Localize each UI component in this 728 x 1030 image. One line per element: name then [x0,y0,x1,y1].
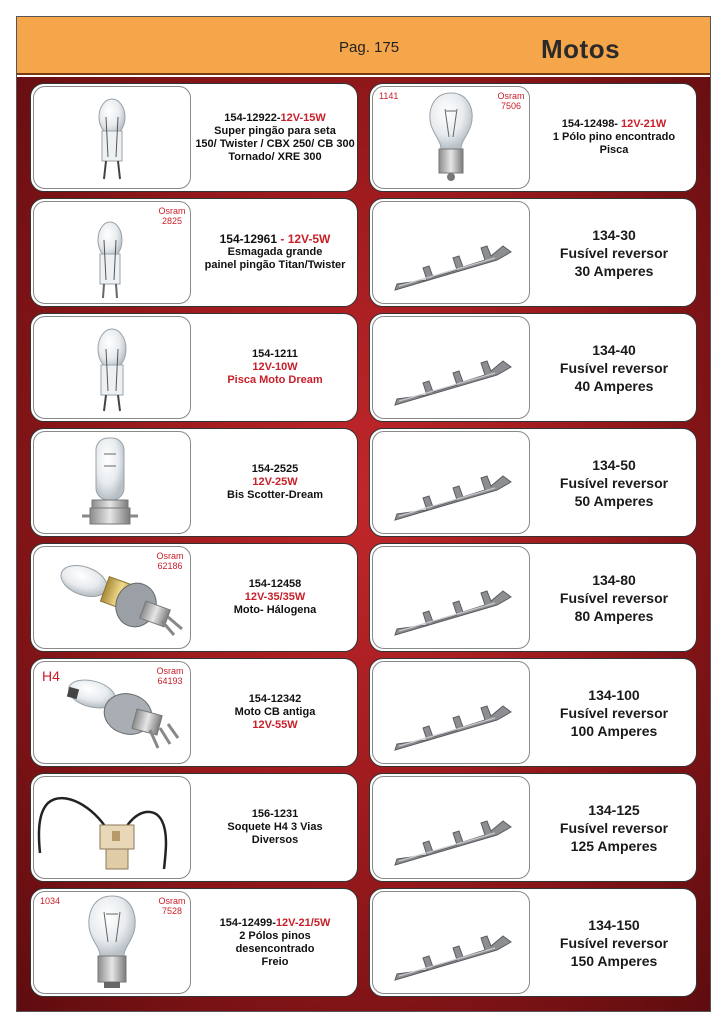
product-desc: Fusível reversor [559,244,669,261]
h4-bulb-icon [34,662,190,763]
product-desc: Pisca [599,144,629,156]
product-code: 134-125 [588,801,640,818]
product-card [369,658,697,767]
product-code: 154-12342 [248,693,302,705]
product-code: 134-50 [592,456,636,473]
product-card [30,198,358,307]
product-desc: Tornado/ XRE 300 [228,150,322,163]
halogen-capsule-icon [34,432,190,533]
product-image [372,86,530,189]
product-text [532,544,696,651]
product-card [30,428,358,537]
product-code: 154-12961 [219,232,281,246]
h4-socket-icon [34,777,190,878]
product-text [532,314,696,421]
product-card [369,888,697,997]
product-code: 154-12499- [219,916,276,929]
product-desc: Fusível reversor [559,589,669,606]
product-image [33,776,191,879]
product-card [369,83,697,192]
product-code: 154-12498- [561,118,622,130]
product-spec: 12V-25W [252,476,298,488]
product-text [193,544,357,651]
product-text [532,199,696,306]
bulb-type-label: H4 [42,668,60,684]
product-desc: Fusível reversor [559,359,669,376]
product-card [30,658,358,767]
product-code: 154-12922- [224,111,281,124]
product-amps: 50 Amperes [574,492,654,509]
product-text [193,429,357,536]
halogen-bulb-icon [34,547,190,648]
catalog-page [16,16,711,1012]
product-image [372,661,530,764]
fuse-reversor-icon [373,317,529,418]
product-desc: 150/ Twister / CBX 250/ CB 300 [195,137,355,150]
product-image [33,891,191,994]
fuse-reversor-icon [373,547,529,648]
product-desc: 2 Pólos pinos [239,929,311,942]
product-image [33,661,191,764]
product-text [532,889,696,996]
product-spec: 12V-21/5W [275,916,331,929]
product-desc: Moto- Hálogena [233,604,317,616]
product-desc: painel pingão Titan/Twister [204,259,346,271]
product-spec: - 12V-5W [280,232,331,246]
product-code: 134-30 [592,226,636,243]
product-amps: 40 Amperes [574,377,654,394]
product-amps: 30 Amperes [574,262,654,279]
page-number: Pag. 175 [339,39,400,56]
wedge-bulb-icon [34,317,190,418]
product-code: 134-100 [588,686,640,703]
brand-label: Osram [156,666,184,676]
brand-label: Osram [156,551,184,561]
catalog-panel [17,77,710,1011]
product-card [369,198,697,307]
product-spec: 12V-35/35W [244,591,306,603]
product-text [193,659,357,766]
brand-label: Osram [158,896,186,906]
product-image [33,431,191,534]
product-desc: 1 Pólo pino encontrado [552,131,676,143]
product-image [372,891,530,994]
fuse-reversor-icon [373,662,529,763]
product-image [372,201,530,304]
fuse-reversor-icon [373,777,529,878]
brand-code: 7528 [161,906,183,916]
product-image [33,546,191,649]
product-desc: Freio [261,955,289,968]
product-image [372,776,530,879]
product-text [532,774,696,881]
product-text [193,199,357,306]
product-card [30,773,358,882]
product-amps: 125 Amperes [570,837,658,854]
brand-code: 62186 [157,561,183,571]
product-text [532,429,696,536]
page-header [17,17,710,75]
product-spec: 12V-15W [280,111,326,124]
brand-label: Osram [158,206,186,216]
product-card [369,313,697,422]
product-code: 154-12458 [248,578,302,590]
product-image [33,86,191,189]
product-desc: Esmagada grande [227,246,323,258]
brand-label: Osram [497,91,525,101]
product-amps: 100 Amperes [570,722,658,739]
product-desc: Moto CB antiga [234,706,316,718]
product-desc: Fusível reversor [559,819,669,836]
product-spec: 12V-10W [252,361,298,373]
product-spec: 12V-55W [252,719,298,731]
product-image [33,316,191,419]
product-amps: 80 Amperes [574,607,654,624]
bayonet-bulb-icon [34,892,190,993]
product-amps: 150 Amperes [570,952,658,969]
product-desc: Bis Scotter-Dream [227,489,323,501]
product-text [532,84,696,191]
product-text [193,774,357,881]
product-desc: Pisca Moto Dream [227,374,323,386]
product-spec: 12V-21W [621,118,667,130]
product-card [30,888,358,997]
wedge-bulb-icon [34,87,190,188]
product-desc: Fusível reversor [559,934,669,951]
fuse-reversor-icon [373,892,529,993]
product-desc: Super pingão para seta [214,124,336,137]
product-desc: Diversos [251,834,299,846]
product-card [30,83,358,192]
product-code: 134-40 [592,341,636,358]
fuse-reversor-icon [373,202,529,303]
fuse-reversor-icon [373,432,529,533]
wedge-bulb-icon [34,202,190,303]
product-image [372,431,530,534]
product-desc: Fusível reversor [559,474,669,491]
product-text [193,84,357,191]
product-code: 154-1211 [252,348,298,360]
product-desc: desencontrado [235,942,315,955]
product-card [369,543,697,652]
product-image [372,316,530,419]
brand-code: 7506 [500,101,522,111]
bulb-model: 1034 [40,896,61,906]
product-text [193,889,357,996]
product-desc: Fusível reversor [559,704,669,721]
product-image [372,546,530,649]
product-code: 156-1231 [251,808,299,820]
bayonet-bulb-icon [373,87,529,188]
brand-code: 64193 [157,676,183,686]
bulb-model: 1141 [379,91,399,101]
product-text [193,314,357,421]
product-card [369,773,697,882]
product-image [33,201,191,304]
product-code: 134-80 [592,571,636,588]
product-desc: Soquete H4 3 Vias [227,821,323,833]
product-text [532,659,696,766]
product-card [369,428,697,537]
brand-code: 2825 [161,216,183,226]
product-card [30,543,358,652]
product-code: 154-2525 [251,463,299,475]
product-card [30,313,358,422]
section-title: Motos [541,34,621,64]
product-code: 134-150 [588,916,640,933]
